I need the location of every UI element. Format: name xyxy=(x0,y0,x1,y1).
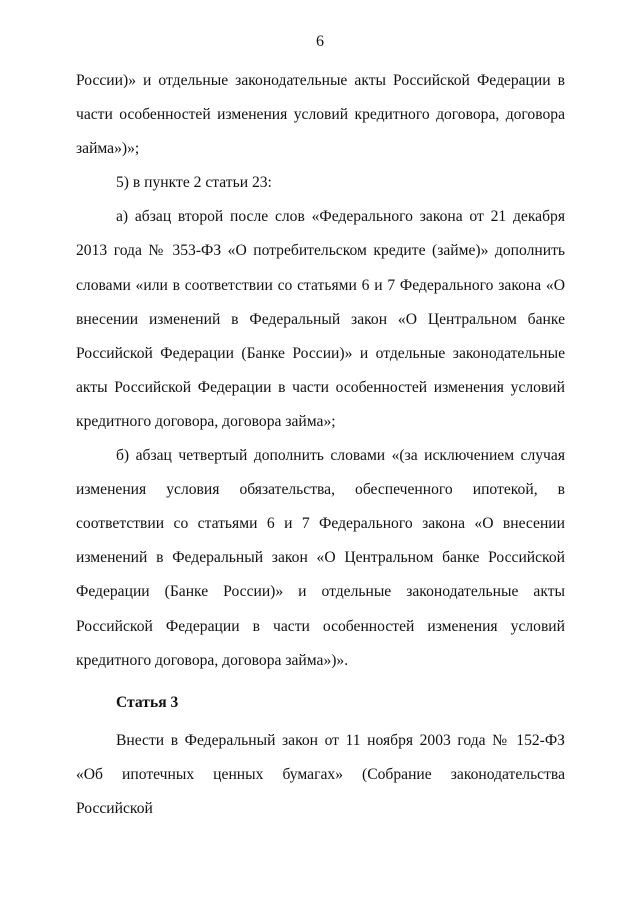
paragraph-item-5: 5) в пункте 2 статьи 23: xyxy=(116,174,272,192)
paragraph-subitem-a: а) абзац второй после слов «Федерального закона от 21 декабря 2013 года № 353-ФЗ «О потребительском кредите (займе)» дополнить словами «или в соответствии со статьями 6 и 7 Федерального закона «О внесении изменений в Федеральный закон «О Центральном банке Российской Федерации (Банке России)» и отдельные законодательные акты Российской Федерации в части особенностей изменения условий кредитного договора, договора займа»; xyxy=(76,208,565,430)
article-heading: Статья 3 xyxy=(116,693,179,711)
document-body xyxy=(76,64,565,826)
paragraph-subitem-b: б) абзац четвертый дополнить словами «(за исключением случая изменения условия обязательства, обеспеченного ипотекой, в соответствии со статьями 6 и 7 Федерального закона «О внесении изменений в Федеральный закон «О Центральном банке Российской Федерации (Банке России)» и отдельные законодательные акты Российской Федерации в части особенностей изменения условий кредитного договора, договора займа»)». xyxy=(76,447,565,669)
page-number: 6 xyxy=(316,33,324,50)
paragraph-continuation: России)» и отдельные законодательные акты Российской Федерации в части особенностей изменения условий кредитного договора, договора займа»)»; xyxy=(76,72,565,158)
paragraph-article-3-body: Внести в Федеральный закон от 11 ноября 2003 года № 152-ФЗ «Об ипотечных ценных бумагах» (Собрание законодательства Российской xyxy=(76,731,565,817)
